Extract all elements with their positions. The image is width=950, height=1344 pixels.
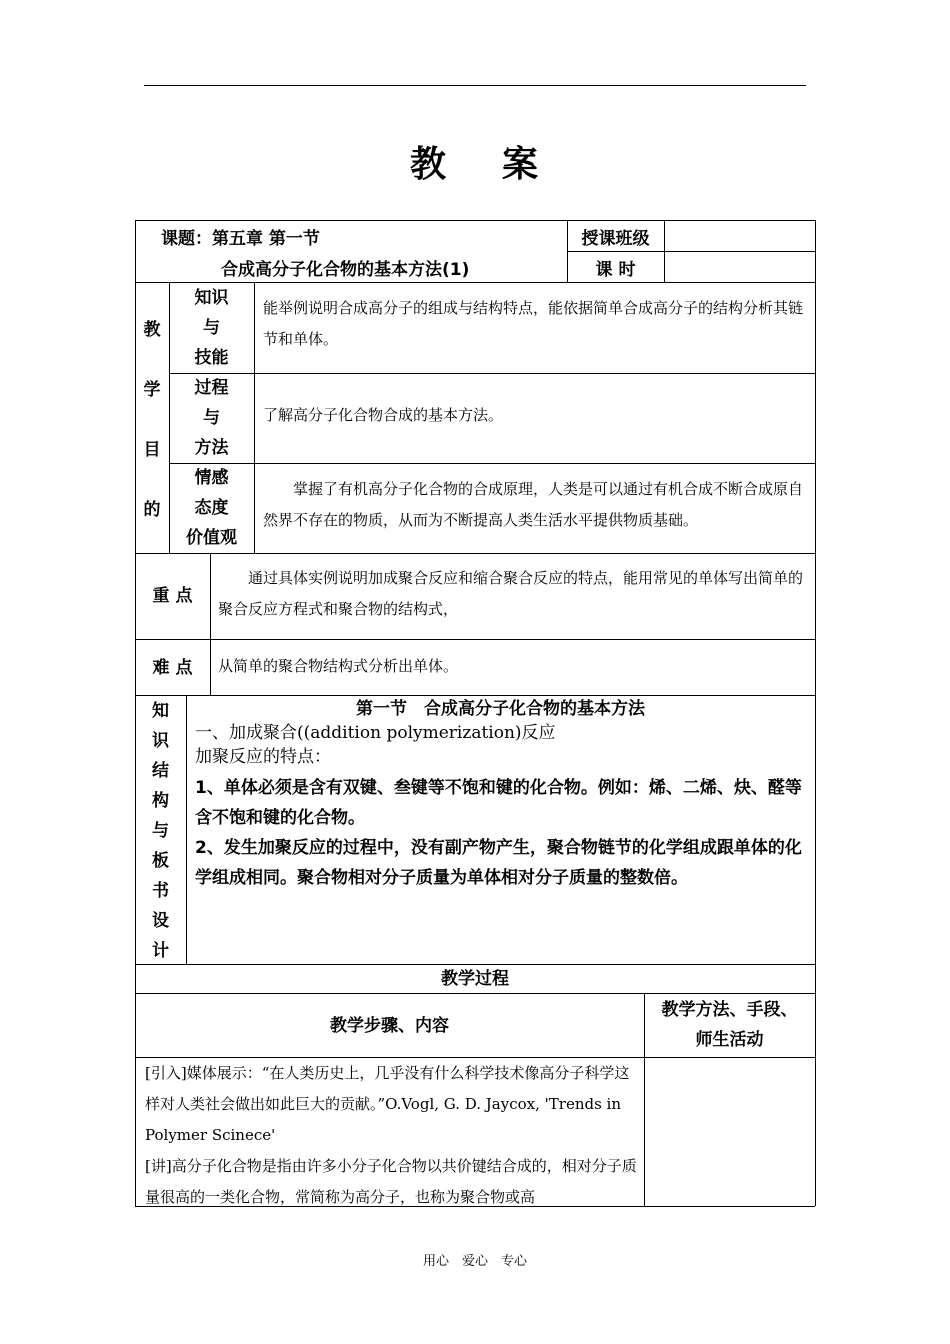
rule [210,553,211,695]
intro-text: 媒体展示：“在人类历史上，几乎没有什么科学技术像高分子科学这样对人类社会做出如此巨大的贡献。”O.Vogl, G. D. Jaycox, 'Trends in Polymer Scinece' [145,1064,630,1144]
rule [254,282,255,553]
process-content [145,1058,640,1213]
rule [169,373,815,374]
difficulty-label: 难 点 [152,658,193,678]
structure-line-2: 加聚反应的特点： [195,747,331,767]
structure-line-1: 一、加成聚合((addition polymerization)反应 [195,723,556,743]
rule [664,220,665,282]
rule [135,553,815,554]
structure-label [135,696,186,966]
rule [567,251,815,252]
process-label-line: 过程 [194,378,229,398]
objectives-char-2: 学 [143,380,161,400]
rule [815,220,816,1206]
structure-label-char: 知 [152,701,169,721]
rule [135,220,815,221]
steps-column-header: 教学步骤、内容 [330,1016,449,1036]
structure-point-2: 2、发生加聚反应的过程中，没有副产物产生，聚合物链节的化学组成跟单体的化学组成相同。聚合物相对分子质量为单体相对分子质量的整数倍。 [195,838,802,888]
hours-label: 课 时 [595,260,636,280]
rule [135,993,815,994]
lesson-plan-table [135,220,815,1206]
class-label: 授课班级 [581,229,650,249]
topic-line-2: 合成高分子化合物的基本方法(1) [221,260,470,280]
title-char-1: 教 [409,144,448,185]
structure-label-char: 结 [152,761,169,781]
structure-label-char: 识 [152,731,169,751]
structure-label-char: 构 [152,791,169,811]
structure-label-char: 与 [152,821,169,841]
objectives-char-3: 目 [143,440,161,460]
lecture-tag: [讲] [145,1157,172,1175]
title-char-2: 案 [502,144,541,185]
structure-label-char: 设 [152,911,169,931]
rule [186,695,187,964]
process-text: 了解高分子化合物合成的基本方法。 [263,406,504,424]
objectives-char-4: 的 [143,500,161,520]
page-title [0,136,950,187]
structure-heading: 第一节 合成高分子化合物的基本方法 [356,699,645,719]
difficulty-text: 从简单的聚合物结构式分析出单体。 [218,657,459,675]
structure-label-char: 板 [152,851,169,871]
rule [135,695,815,696]
process-label-line: 与 [203,408,220,428]
structure-point-1: 1、单体必须是含有双键、叁键等不饱和键的化合物。例如：烯、二烯、炔、醛等含不饱和键的化合物。 [195,778,802,828]
key-point-text: 通过具体实例说明加成聚合反应和缩合聚合反应的特点，能用常见的单体写出简单的聚合反应方程式和聚合物的结构式， [218,569,804,618]
methods-header-line: 教学方法、手段、 [661,1000,798,1020]
objectives-char-1: 教 [143,320,161,340]
emotion-label [169,463,254,553]
rule [169,463,815,464]
methods-column-header [644,995,815,1055]
emotion-label-line: 态度 [194,498,229,518]
knowledge-label-line: 与 [203,318,220,338]
process-label [169,373,254,463]
knowledge-label-line: 技能 [194,348,229,368]
process-section-title: 教学过程 [441,969,509,989]
emotion-text: 掌握了有机高分子化合物的合成原理，人类是可以通过有机合成不断合成原自然界不存在的物质，从而为不断提高人类生活水平提供物质基础。 [263,480,804,529]
process-label-line: 方法 [194,438,229,458]
structure-label-char: 书 [152,881,169,901]
knowledge-label-line: 知识 [194,288,229,308]
emotion-label-line: 价值观 [186,528,237,548]
page-footer: 用心 爱心 专心 [422,1254,527,1269]
knowledge-label [169,283,254,373]
emotion-label-line: 情感 [194,468,229,488]
key-point-label: 重 点 [152,586,193,606]
topic-line-1: 课题：第五章 第一节 [161,229,320,249]
knowledge-text: 能举例说明合成高分子的组成与结构特点，能依据简单合成高分子的结构分析其链节和单体。 [263,299,804,348]
methods-header-line: 师生活动 [695,1030,764,1050]
top-rule [144,85,806,86]
structure-label-char: 计 [152,941,169,961]
intro-tag: [引入] [145,1064,187,1082]
lecture-text: 高分子化合物是指由许多小分子化合物以共价键结合成的，相对分子质量很高的一类化合物，常简称为高分子，也称为聚合物或高 [145,1157,637,1206]
rule [135,639,815,640]
